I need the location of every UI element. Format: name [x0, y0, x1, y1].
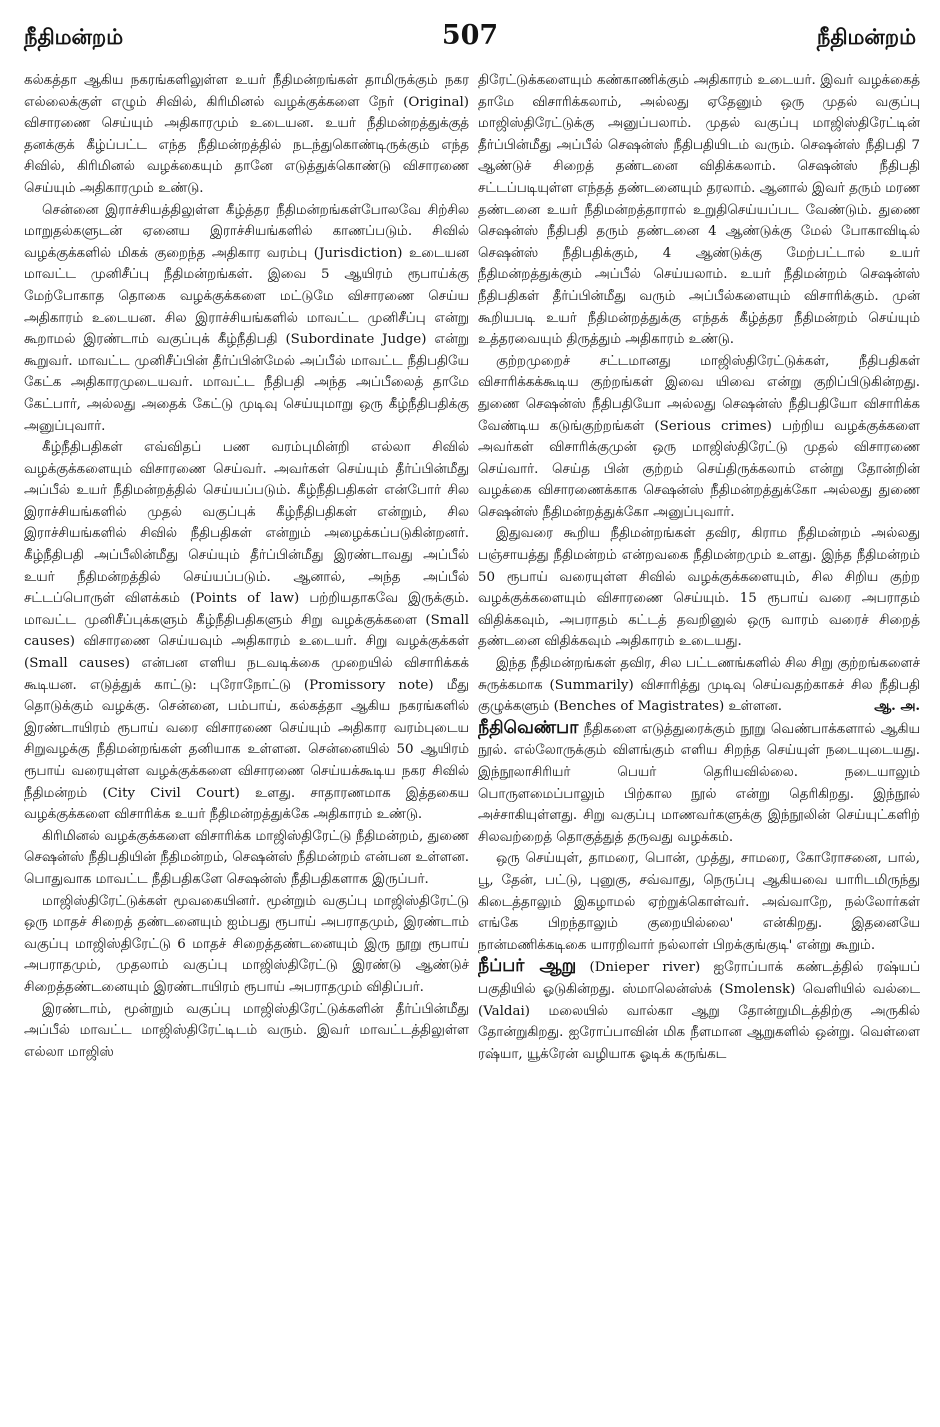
left-column — [24, 70, 469, 1411]
page-number: 507 — [441, 20, 499, 51]
paragraph: ஒரு செய்யுள், தாமரை, பொன், முத்து, சாமரை, கோரோசனை, பால், பூ, தேன், பட்டு, புனுகு, சவ்வாது, நெருப்பு ஆகியவை யாரிடமிருந்து கிடைத்தாலும் இகழாமல் ஏற்றுக்கொள்வர். அவ்வாறே, நல்லோர்கள் எங்கே பிறந்தாலும் குறையில்லை' என்கிறது. இதனையே நான்மணிக்கடிகை யாரறிவார் நல்லாள் பிறக்குங்குடி' என்று கூறும். — [478, 851, 920, 953]
running-head-right: நீதிமன்றம் — [816, 24, 916, 49]
paragraph: சென்னை இராச்சியத்திலுள்ள கீழ்த்தர நீதிமன்றங்கள்போலவே சிற்சில மாறுதல்களுடன் ஏனைய இராச்சியங்களில் காணப்படும். சிவில் வழக்குக்களில் மிகக் குறைந்த அதிகார வரம்பு (Jurisdiction) உடையன மாவட்ட முனிசீப்பு நீதிமன்றங்கள். இவை 5 ஆயிரம் ரூபாய்க்கு மேற்போகாத தொகை வழக்குக்களை மட்டுமே விசாரணை செய்ய அதிகாரம் உடையன. சில இராச்சியங்களில் மாவட்ட முனிசீப்பு என்று கூறாமல் இரண்டாம் வகுப்புக் கீழ்நீதிபதி (Subordinate Judge) என்று கூறுவர். மாவட்ட முனிசீப்பின் தீர்ப்பின்மேல் அப்பீல் மாவட்ட நீதிபதியே கேட்க அதிகாரமுடையவர். மாவட்ட நீதிபதி அந்த அப்பீலைத் தாமே கேட்பார், அல்லது அதைக் கேட்டு முடிவு செய்யுமாறு ஒரு கீழ்நீதிபதிக்கு அனுப்புவார். — [24, 202, 469, 434]
right-column — [478, 70, 920, 1411]
running-head-left: நீதிமன்றம் — [24, 24, 124, 49]
paragraph: திரேட்டுக்களையும் கண்காணிக்கும் அதிகாரம் உடையர். இவர் வழக்கைத் தாமே விசாரிக்கலாம், அல்லது ஏதேனும் ஒரு முதல் வகுப்பு மாஜிஸ்திரேட்டுக்கு அனுப்பலாம். முதல் வகுப்பு மாஜிஸ்திரேட்டின் தீர்ப்பின்மீது அப்பீல் செஷன்ஸ் நீதிபதியிடம் வரும். செஷன்ஸ் நீதிபதி 7 ஆண்டுச் சிறைத் தண்டனை விதிக்கலாம். செஷன்ஸ் நீதிபதி சட்டப்படியுள்ள எந்தத் தண்டனையும் தரலாம். ஆனால் இவர் தரும் மரண தண்டனை உயர் நீதிமன்றத்தாரால் உறுதிசெய்யப்பட வேண்டும். துணை செஷன்ஸ் நீதிபதி தரும் தண்டனை 4 ஆண்டுக்கு மேல் போகாவிடில் செஷன்ஸ் நீதிபதிக்கும், 4 ஆண்டுக்கு மேற்பட்டால் உயர் நீதிமன்றத்துக்கும் அப்பீல் செய்யலாம். உயர் நீதிமன்றம் செஷன்ஸ் நீதிபதிகள் தீர்ப்பின்மீது வரும் அப்பீல்களையும் விசாரிக்கும். முன் கூறியபடி உயர் நீதிமன்றத்துக்கு எந்தக் கீழ்த்தர நீதிமன்றம் செய்யும் உத்தரவையும் திருத்தும் அதிகாரம் உண்டு. — [478, 73, 920, 348]
entry-dnieper-river — [478, 956, 920, 1065]
paragraph: கீழ்நீதிபதிகள் எவ்விதப் பண வரம்புமின்றி எல்லா சிவில் வழக்குக்களையும் விசாரணை செய்வர். அவர்கள் செய்யும் தீர்ப்பின்மீது அப்பீல் உயர் நீதிமன்றத்தில் செய்யப்படும். கீழ்நீதிபதிகள் என்போர் சில இராச்சியங்களில் முதல் வகுப்புக் கீழ்நீதிபதிகள் என்றும், சில இராச்சியங்களில் சிவில் நீதிபதிகள் என்றும் அழைக்கப்படுகின்றனர். கீழ்நீதிபதி அப்பீலின்மீது செய்யும் தீர்ப்பின்மீது இரண்டாவது அப்பீல் உயர் நீதிமன்றத்தில் செய்யப்படும். ஆனால், அந்த அப்பீல் சட்டப்பொருள் விளக்கம் (Points of law) பற்றியதாகவே இருக்கும். மாவட்ட முனிசீப்புக்களும் கீழ்நீதிபதிகளும் சிறு வழக்குக்களை (Small causes) விசாரணை செய்யவும் அதிகாரம் உடையர். சிறு வழக்குக்கள் (Small causes) என்பன எளிய நடவடிக்கை முறையில் விசாரிக்கக் கூடியன. எடுத்துக் காட்டு: புரோநோட்டு (Promissory note) மீது தொடுக்கும் வழக்கு. சென்னை, பம்பாய், கல்கத்தா ஆகிய நகரங்களில் இரண்டாயிரம் ரூபாய் வரை விசாரணை செய்யும் அதிகார வரம்புடைய சிறுவழக்கு நீதிமன்றங்கள் தனியாக உள்ளன. சென்னையில் 50 ஆயிரம் ரூபாய் வரையுள்ள வழக்குக்களை விசாரணை செய்யக்கூடிய நகர சிவில் நீதிமன்றம் (City Civil Court) உளது. சாதாரணமாக இத்தகைய வழக்குக்களை விசாரிக்க உயர் நீதிமன்றத்துக்கே அதிகாரம் உண்டு. — [24, 440, 469, 823]
page-header — [24, 20, 916, 60]
paragraph: இதுவரை கூறிய நீதிமன்றங்கள் தவிர, கிராம நீதிமன்றம் அல்லது பஞ்சாயத்து நீதிமன்றம் என்றவகை நீதிமன்றமும் உளது. இந்த நீதிமன்றம் 50 ரூபாய் வரையுள்ள சிவில் வழக்குக்களையும், சில சிறிய குற்ற வழக்குக்களையும் விசாரணை செய்யும். 15 ரூபாய் வரை அபராதம் விதிக்கவும், அபராதம் கட்டத் தவறினுல் ஒரு வாரம் வரைச் சிறைத் தண்டனை விதிக்கவும் அதிகாரம் உடையது. — [478, 526, 920, 650]
entry-neethivenba — [478, 718, 920, 849]
paragraph: இரண்டாம், மூன்றும் வகுப்பு மாஜிஸ்திரேட்டுக்களின் தீர்ப்பின்மீது அப்பீல் மாவட்ட மாஜிஸ்திரேட்டிடம் வரும். இவர் மாவட்டத்திலுள்ள எல்லா மாஜிஸ் — [24, 1001, 469, 1060]
entry-text: நீதிகளை எடுத்துரைக்கும் நூறு வெண்பாக்களால் ஆகிய நூல். எல்லோருக்கும் விளங்கும் எளிய சிறந்த செய்யுள் நடையுடையது. இந்நூலாசிரியர் பெயர் தெரியவில்லை. நடையாலும் பொருளமைப்பாலும் பிற்கால நூல் என்று தெரிகிறது. இந்நூல் அச்சாகியுள்ளது. சிறு வகுப்பு மாணவர்களுக்கு இந்நூலின் செய்யுட்களிற் சிலவற்றைத் தொகுத்துத் தருவது வழக்கம். — [478, 721, 920, 845]
entry-headword: நீதிவெண்பா — [478, 717, 579, 738]
paragraph: மாஜிஸ்திரேட்டுக்கள் மூவகையினர். மூன்றும் வகுப்பு மாஜிஸ்திரேட்டு ஒரு மாதச் சிறைத் தண்டனையும் ஐம்பது ரூபாய் அபராதமும், இரண்டாம் வகுப்பு மாஜிஸ்திரேட்டு 6 மாதச் சிறைத்தண்டனையும் இரு நூறு ரூபாய் அபராதமும், முதலாம் வகுப்பு மாஜிஸ்திரேட்டு இரண்டு ஆண்டுச் சிறைத்தண்டனையும் இரண்டாயிரம் ரூபாய் அபராதமும் விதிப்பர். — [24, 893, 469, 995]
author-initials: ஆ. அ. — [874, 698, 920, 715]
paragraph — [478, 653, 920, 718]
paragraph: குற்றமுறைச் சட்டமானது மாஜிஸ்திரேட்டுக்கள், நீதிபதிகள் விசாரிக்கக்கூடிய குற்றங்கள் இவை யிவை என்று குறிப்பிடுகின்றது. துணை செஷன்ஸ் நீதிபதியோ அல்லது செஷன்ஸ் நீதிபதியோ விசாரிக்க வேண்டிய கடுங்குற்றங்கள் (Serious crimes) பற்றிய வழக்குக்களை அவர்கள் விசாரிக்குமுன் ஒரு மாஜிஸ்திரேட்டு முதல் விசாரணை செய்வார். செய்த பின் குற்றம் செய்திருக்கலாம் என்று தோன்றின் வழக்கை விசாரணைக்காக செஷன்ஸ் நீதிமன்றத்துக்கோ அல்லது துணை செஷன்ஸ் நீதிமன்றத்துக்கோ அனுப்புவார். — [478, 353, 920, 520]
entry-text: (Dnieper river) ஐரோப்பாக் கண்டத்தில் ரஷ்யப் பகுதியில் ஓடுகின்றது. ஸ்மாலென்ஸ்க் (Smolensk) வெளியில் வல்டை (Valdai) மலையில் வால்கா ஆறு தோன்றுமிடத்திற்கு அருகில் தோன்றுகிறது. ஐரோப்பாவின் மிக நீளமான ஆறுகளில் ஒன்று. வெள்ளை ரஷ்யா, யூக்ரேன் வழியாக ஓடிக் கருங்கட — [478, 960, 920, 1062]
entry-headword: நீப்பர் ஆறு — [478, 956, 577, 977]
paragraph: கல்கத்தா ஆகிய நகரங்களிலுள்ள உயர் நீதிமன்றங்கள் தாமிருக்கும் நகர எல்லைக்குள் எழும் சிவில், கிரிமினல் வழக்குக்களை நேர் (Original) விசாரணை செய்யும் அதிகாரமும் உடையன. உயர் நீதிமன்றத்துக்குத் தனக்குக் கீழ்ப்பட்ட எந்த நீதிமன்றத்தில் நடந்துகொண்டிருக்கும் எந்த சிவில், கிரிமினல் வழக்கையும் தானே எடுத்துக்கொண்டு விசாரணை செய்யும் அதிகாரமும் உண்டு. — [24, 73, 469, 196]
paragraph-text: இந்த நீதிமன்றங்கள் தவிர, சில பட்டணங்களில் சில சிறு குற்றங்களைச் சுருக்கமாக (Summarily) விசாரித்து முடிவு செய்வதற்காகச் சில நீதிபதி குழுக்களும் (Benches of Magistrates) உள்ளன. — [478, 656, 920, 715]
paragraph: கிரிமினல் வழக்குக்களை விசாரிக்க மாஜிஸ்திரேட்டு நீதிமன்றம், துணை செஷன்ஸ் நீதிபதியின் நீதிமன்றம், செஷன்ஸ் நீதிமன்றம் என்பன உள்ளன. பொதுவாக மாவட்ட நீதிபதிகளே செஷன்ஸ் நீதிபதிகளாக இருப்பர். — [24, 828, 469, 887]
